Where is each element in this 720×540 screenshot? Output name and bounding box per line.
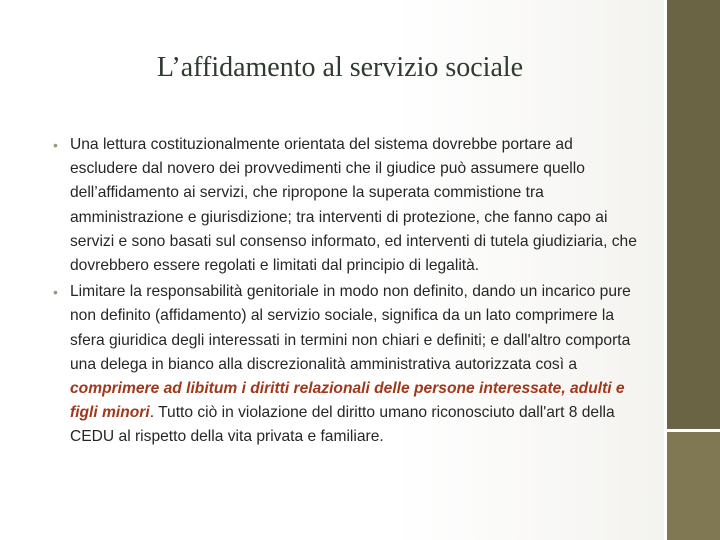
bullet-text-2-before: Limitare la responsabilità genitoriale in modo non definito, dando un incarico pure non definito (affidamento) al servizio sociale, significa da un lato comprimere la sfera giuridica degli interessati in termini non chiari e definiti; e dall'altro comporta una delega in bianco alla discrezionalità amministrativa autorizzata così a (70, 283, 631, 373)
bullet-text-2-after: . Tutto ciò in violazione del diritto umano riconosciuto dall'art 8 della CEDU al rispetto della vita privata e familiare. (70, 404, 615, 446)
bullet-icon: • (53, 137, 58, 153)
bullet-text-2-emphasis: comprimere ad libitum i diritti relazionali delle persone interessate, adulti e figli minori (70, 380, 625, 422)
bullet-item-1 (52, 133, 642, 278)
slide-title: L’affidamento al servizio sociale (156, 52, 524, 83)
sidebar-decoration-bottom (667, 432, 720, 540)
bullet-item-2 (52, 280, 642, 449)
sidebar-decoration-top (667, 0, 720, 432)
bullet-text-1: Una lettura costituzionalmente orientata del sistema dovrebbe portare ad escludere dal novero dei provvedimenti che il giudice può assumere quello dell’affidamento ai servizi, che ripropone la superata commistione tra amministrazione e giurisdizione; tra interventi di protezione, che fanno capo ai servizi e sono basati sul consenso informato, ed interventi di tutela giudiziaria, che dovrebbero essere regolati e limitati dal principio di legalità. (70, 136, 637, 275)
bullet-icon: • (53, 284, 58, 301)
slide-body (52, 133, 642, 452)
